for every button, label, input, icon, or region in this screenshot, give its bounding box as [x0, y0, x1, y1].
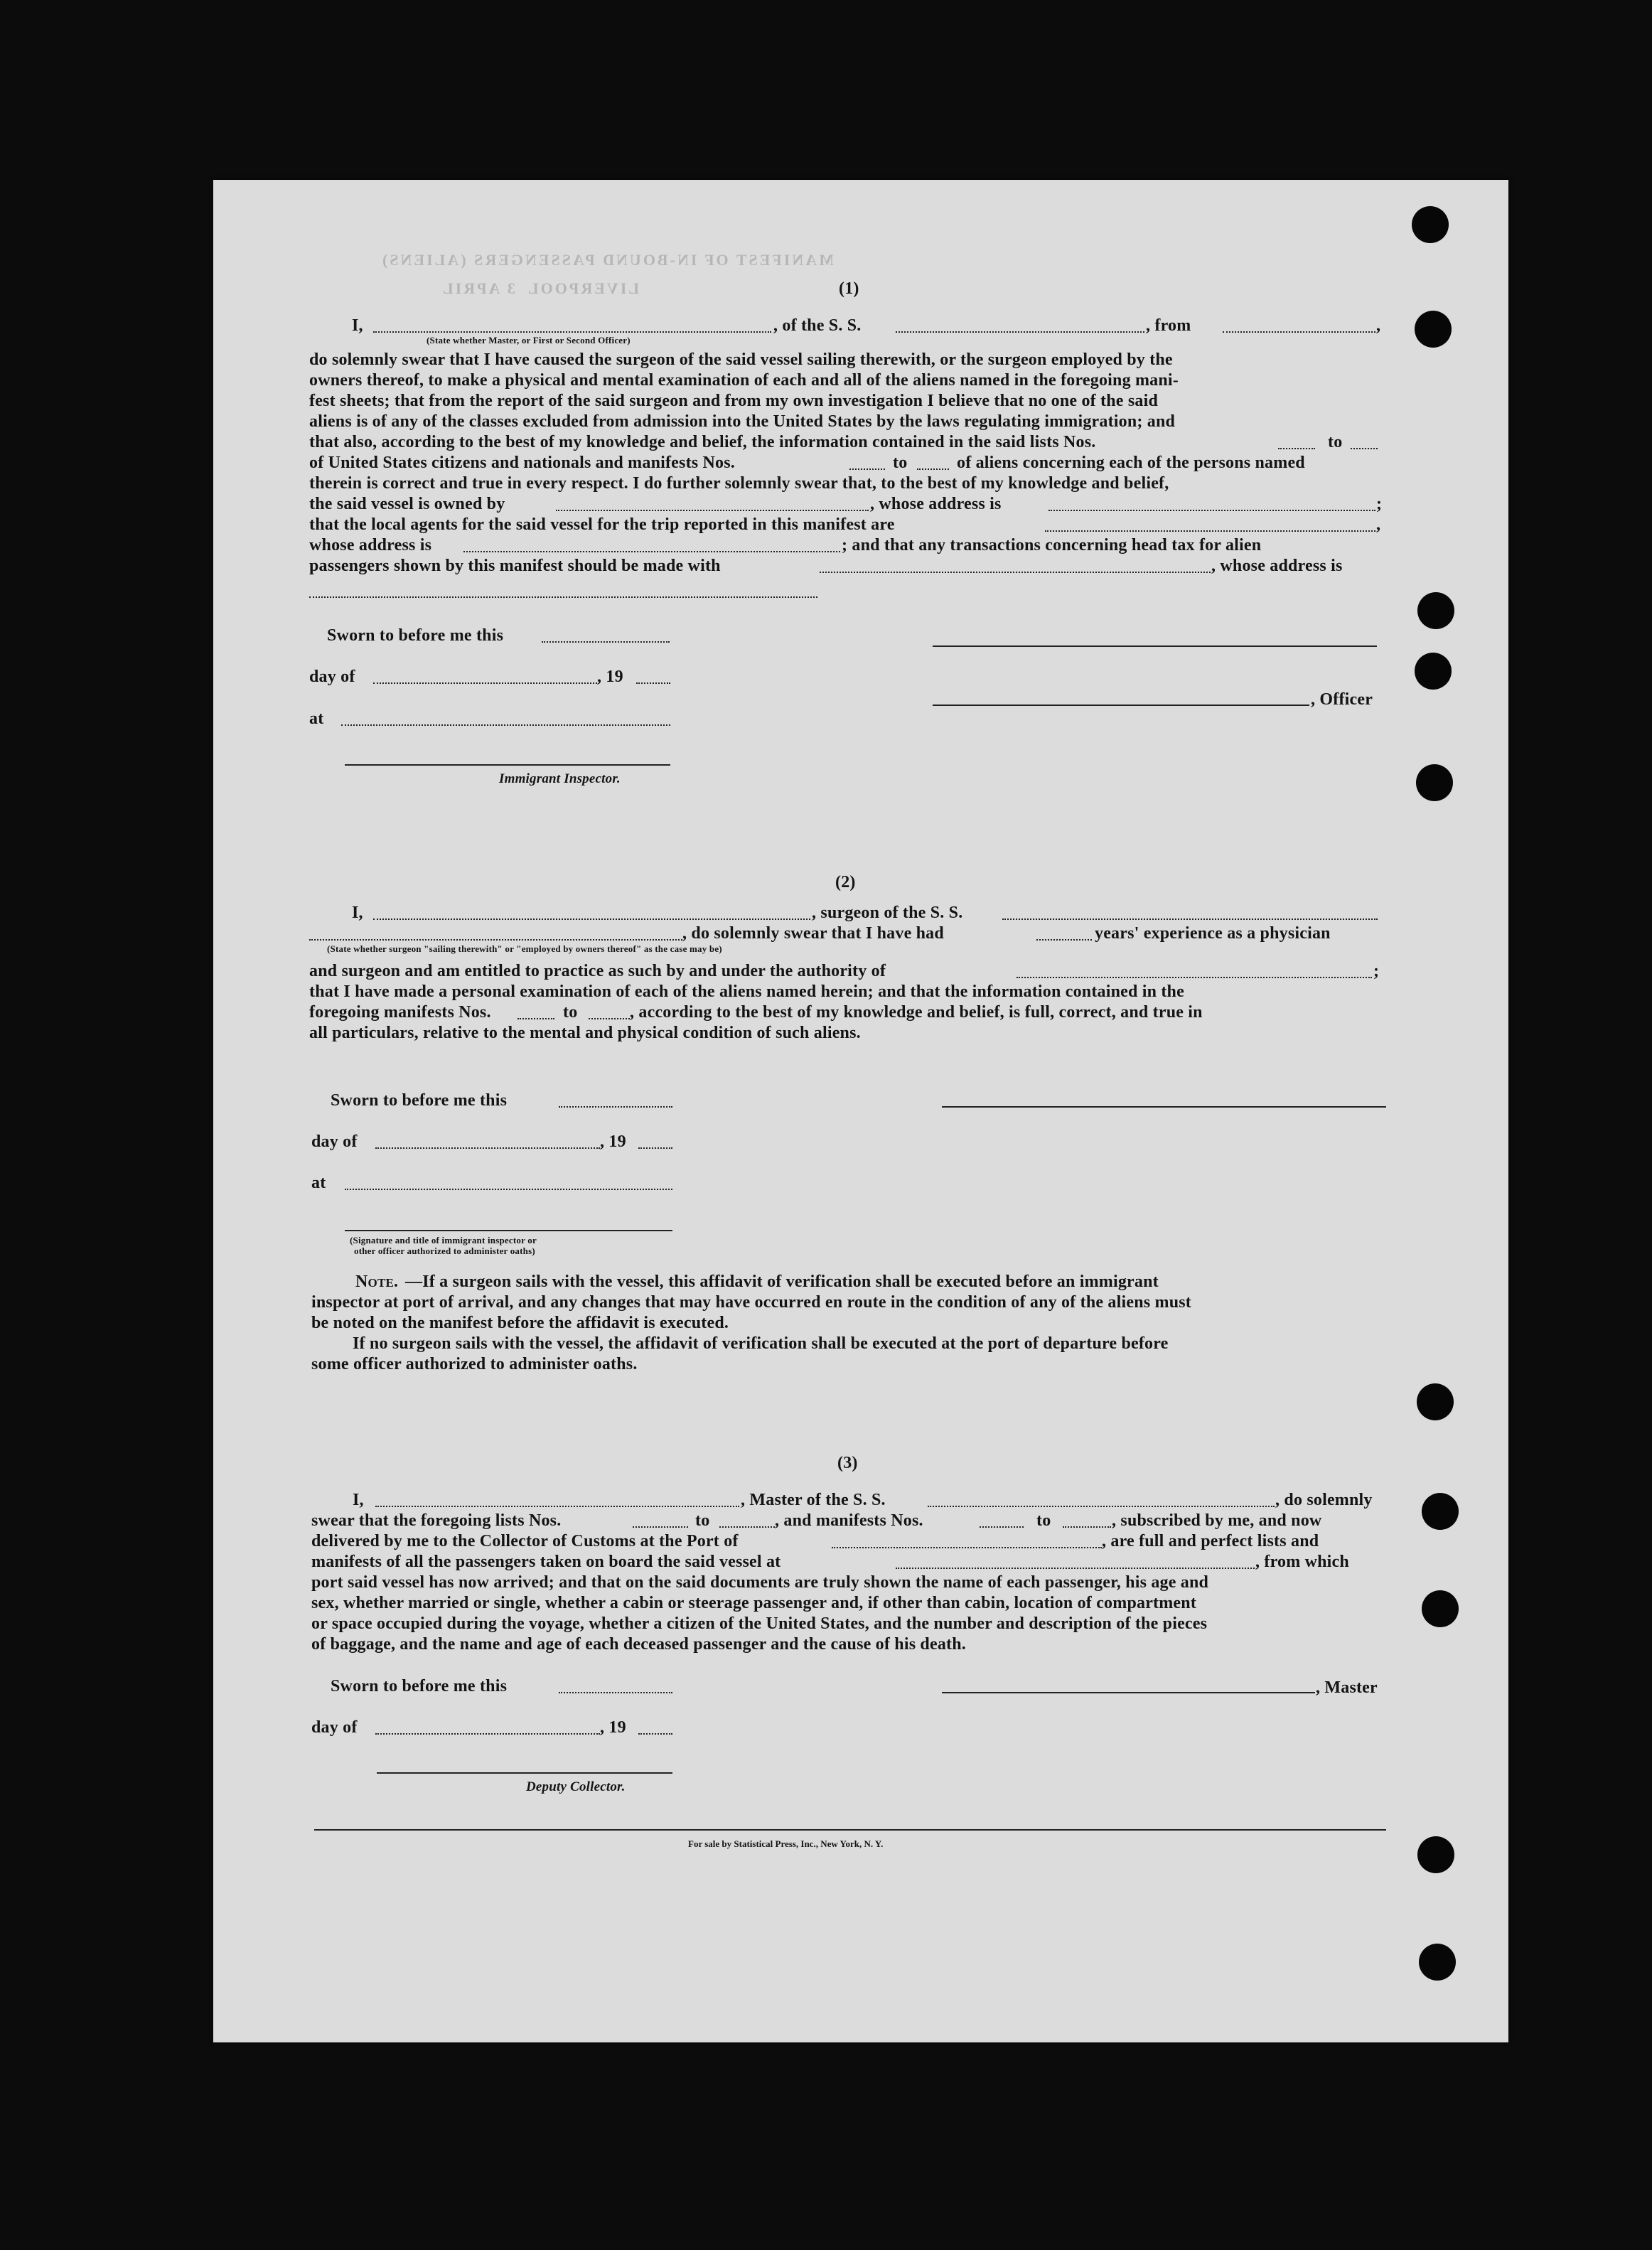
oath-text-line: , are full and perfect lists and	[1102, 1532, 1319, 1550]
punch-hole	[1417, 1836, 1454, 1873]
lists-to-field[interactable]	[719, 1526, 775, 1528]
vessel-label: , of the S. S.	[773, 316, 862, 335]
years-experience-field[interactable]	[1036, 939, 1092, 941]
at-label: at	[309, 709, 324, 728]
to-label: to	[1036, 1511, 1051, 1530]
oath-text-line: of United States citizens and nationals and manifests Nos.	[309, 454, 735, 472]
punch-hole	[1417, 1383, 1454, 1420]
signature-caption: (Signature and title of immigrant inspector or	[350, 1235, 537, 1245]
note-text-line: inspector at port of arrival, and any changes that may have occurred en route in the condition of any of the aliens must	[311, 1293, 1191, 1312]
field-caption: (State whether Master, or First or Second Officer)	[427, 335, 631, 345]
oath-text-line: therein is correct and true in every respect. I do further solemnly swear that, to the best of my knowledge and belief,	[309, 474, 1169, 493]
manifests-to-field[interactable]	[1063, 1526, 1111, 1528]
agents-address-field[interactable]	[463, 551, 840, 552]
surgeon-status-field[interactable]	[309, 939, 682, 941]
master-name-field[interactable]	[375, 1506, 739, 1507]
semicolon: ;	[1376, 495, 1383, 513]
signature-line	[933, 645, 1377, 647]
oath-text-line: fest sheets; that from the report of the said surgeon and from my own investigation I believe that no one of the said	[309, 392, 1159, 410]
oath-text-line: all particulars, relative to the mental and physical condition of such aliens.	[309, 1024, 861, 1042]
to-label: to	[695, 1511, 710, 1530]
comma: ,	[1376, 515, 1381, 534]
oath-text-line: that I have made a personal examination of each of the aliens named herein; and that the information contained in the	[309, 982, 1184, 1001]
sworn-date-field[interactable]	[559, 1106, 672, 1108]
at-place-field[interactable]	[345, 1189, 672, 1190]
surgeon-signature-line[interactable]	[942, 1106, 1386, 1108]
note-text-line: —If a surgeon sails with the vessel, this affidavit of verification shall be executed before an immigrant	[405, 1273, 1159, 1291]
officer-label: , Officer	[1311, 690, 1373, 709]
lists-from-field[interactable]	[633, 1526, 688, 1528]
to-label: to	[893, 454, 908, 472]
origin-port-field[interactable]	[1223, 331, 1375, 333]
to-label: to	[1328, 433, 1343, 451]
manifests-label: , and manifests Nos.	[775, 1511, 923, 1530]
signature-caption: other officer authorized to administer oaths)	[354, 1245, 535, 1256]
oath-text-line: owners thereof, to make a physical and mental examination of each and all of the aliens named in the foregoing mani-	[309, 371, 1179, 390]
address-label: , whose address is	[1211, 557, 1343, 575]
deputy-signature-line[interactable]	[377, 1772, 672, 1774]
manifests-from-field[interactable]	[849, 468, 885, 470]
oath-text-line: , do solemnly	[1275, 1491, 1373, 1509]
manifests-from-field[interactable]	[517, 1018, 554, 1019]
note-text-line: some officer authorized to administer oaths.	[311, 1355, 638, 1373]
form-page	[213, 180, 1508, 2042]
lists-to-field[interactable]	[1351, 448, 1378, 449]
day-of-field[interactable]	[375, 1733, 600, 1735]
owner-address-field[interactable]	[1048, 510, 1375, 511]
manifests-label: foregoing manifests Nos.	[309, 1003, 491, 1022]
master-signature-label: , Master	[1316, 1678, 1378, 1697]
master-signature-line[interactable]	[942, 1692, 1315, 1693]
punch-hole	[1419, 1944, 1456, 1981]
owner-field[interactable]	[556, 510, 869, 511]
oath-text-line: sex, whether married or single, whether a cabin or steerage passenger and, if other than cabin, location of compartment	[311, 1594, 1197, 1612]
note-label: Note.	[355, 1273, 399, 1291]
surgeon-name-field[interactable]	[373, 918, 810, 920]
sworn-date-field[interactable]	[559, 1692, 672, 1693]
from-label: , from	[1146, 316, 1191, 335]
section-number: (1)	[839, 279, 859, 298]
oath-text-line: of baggage, and the name and age of each deceased passenger and the cause of his death.	[311, 1635, 966, 1654]
punch-hole	[1415, 311, 1452, 348]
oath-text-line: that also, according to the best of my knowledge and belief, the information contained in the said lists Nos.	[309, 433, 1096, 451]
semicolon: ;	[1373, 962, 1380, 980]
sworn-date-field[interactable]	[542, 641, 670, 643]
day-of-label: day of	[309, 668, 355, 686]
section-number: (2)	[835, 873, 856, 891]
oath-text-line: of aliens concerning each of the persons named	[957, 454, 1305, 472]
day-of-label: day of	[311, 1718, 358, 1737]
manifests-to-field[interactable]	[589, 1018, 630, 1019]
inspector-caption: Immigrant Inspector.	[499, 771, 621, 786]
oath-intro: I,	[352, 904, 363, 922]
note-text-line: If no surgeon sails with the vessel, the affidavit of verification shall be executed at the port of departure before	[353, 1334, 1169, 1353]
head-tax-address-field[interactable]	[309, 596, 817, 598]
oath-intro: I,	[353, 1491, 364, 1509]
agents-label: that the local agents for the said vessel for the trip reported in this manifest are	[309, 515, 895, 534]
oath-text-line: , do solemnly swear that I have had	[682, 924, 944, 943]
officer-name-field[interactable]	[373, 331, 771, 333]
oath-text-line: , subscribed by me, and now	[1112, 1511, 1322, 1530]
year-label: , 19	[600, 1132, 626, 1151]
customs-port-field[interactable]	[832, 1547, 1102, 1548]
surgeon-label: , surgeon of the S. S.	[812, 904, 963, 922]
punch-hole	[1422, 1493, 1459, 1530]
to-label: to	[563, 1003, 578, 1022]
day-of-field[interactable]	[375, 1147, 600, 1149]
punch-hole	[1416, 764, 1453, 801]
head-tax-label: passengers shown by this manifest should be made with	[309, 557, 721, 575]
printer-imprint: For sale by Statistical Press, Inc., New York, N. Y.	[688, 1838, 884, 1849]
punch-hole	[1422, 1590, 1459, 1627]
sworn-label: Sworn to before me this	[331, 1677, 508, 1695]
officer-signature-line[interactable]	[933, 705, 1309, 706]
at-place-field[interactable]	[341, 724, 670, 726]
lists-from-field[interactable]	[1278, 448, 1315, 449]
bleed-through-date: 3 APRIL	[441, 279, 515, 297]
oath-text-line: port said vessel has now arrived; and that on the said documents are truly shown the name of each passenger, his age and	[311, 1573, 1209, 1592]
punch-hole	[1412, 206, 1449, 243]
deputy-caption: Deputy Collector.	[526, 1779, 626, 1794]
authority-label: and surgeon and am entitled to practice as such by and under the authority of	[309, 962, 886, 980]
boarding-label: manifests of all the passengers taken on board the said vessel at	[311, 1553, 781, 1571]
oath-intro: I,	[352, 316, 363, 335]
punch-hole	[1417, 592, 1454, 629]
agents-address-label: whose address is	[309, 536, 432, 555]
port-label: delivered by me to the Collector of Customs at the Port of	[311, 1532, 739, 1550]
owner-label: the said vessel is owned by	[309, 495, 505, 513]
year-field[interactable]	[638, 1733, 672, 1735]
field-caption: (State whether surgeon "sailing therewith" or "employed by owners thereof" as the case may be)	[327, 943, 722, 954]
year-field[interactable]	[636, 682, 670, 684]
year-label: , 19	[597, 668, 623, 686]
oath-text-line: do solemnly swear that I have caused the surgeon of the said vessel sailing therewith, or the surgeon employed by the	[309, 350, 1173, 369]
agents-field[interactable]	[1045, 530, 1375, 532]
oath-text-line: or space occupied during the voyage, whether a citizen of the United States, and the number and description of the pieces	[311, 1614, 1208, 1633]
comma: ,	[1376, 316, 1381, 335]
vessel-name-field[interactable]	[896, 331, 1144, 333]
at-label: at	[311, 1174, 326, 1192]
bleed-through-port: LIVERPOOL	[526, 279, 640, 297]
lists-label: swear that the foregoing lists Nos.	[311, 1511, 562, 1530]
manifests-to-field[interactable]	[917, 468, 949, 470]
address-label: , whose address is	[870, 495, 1002, 513]
master-vessel-field[interactable]	[928, 1506, 1275, 1507]
inspector-signature-line[interactable]	[345, 1230, 672, 1231]
oath-text-line: , from which	[1255, 1553, 1349, 1571]
year-label: , 19	[600, 1718, 626, 1737]
note-text-line: be noted on the manifest before the affidavit is executed.	[311, 1314, 729, 1332]
oath-text-line: , according to the best of my knowledge and belief, is full, correct, and true in	[630, 1003, 1203, 1022]
sworn-label: Sworn to before me this	[331, 1091, 508, 1110]
oath-text-line: aliens is of any of the classes excluded from admission into the United States by the laws regulating immigration; and	[309, 412, 1176, 431]
year-field[interactable]	[638, 1147, 672, 1149]
boarding-port-field[interactable]	[896, 1568, 1255, 1569]
punch-hole	[1415, 653, 1452, 690]
footer-rule	[314, 1829, 1386, 1831]
day-of-field[interactable]	[373, 682, 597, 684]
inspector-signature-line[interactable]	[345, 764, 670, 766]
bleed-through-title: MANIFEST OF IN-BOUND PASSENGERS (ALIENS)	[380, 251, 834, 269]
day-of-label: day of	[311, 1132, 358, 1151]
section-number: (3)	[837, 1454, 858, 1472]
manifests-from-field[interactable]	[980, 1526, 1024, 1528]
sworn-label: Sworn to before me this	[327, 626, 504, 645]
master-label: , Master of the S. S.	[741, 1491, 886, 1509]
authority-field[interactable]	[1017, 977, 1372, 978]
surgeon-vessel-field[interactable]	[1002, 918, 1378, 920]
oath-text-line: ; and that any transactions concerning head tax for alien	[842, 536, 1262, 555]
oath-text-line: years' experience as a physician	[1095, 924, 1331, 943]
head-tax-agent-field[interactable]	[820, 572, 1211, 573]
